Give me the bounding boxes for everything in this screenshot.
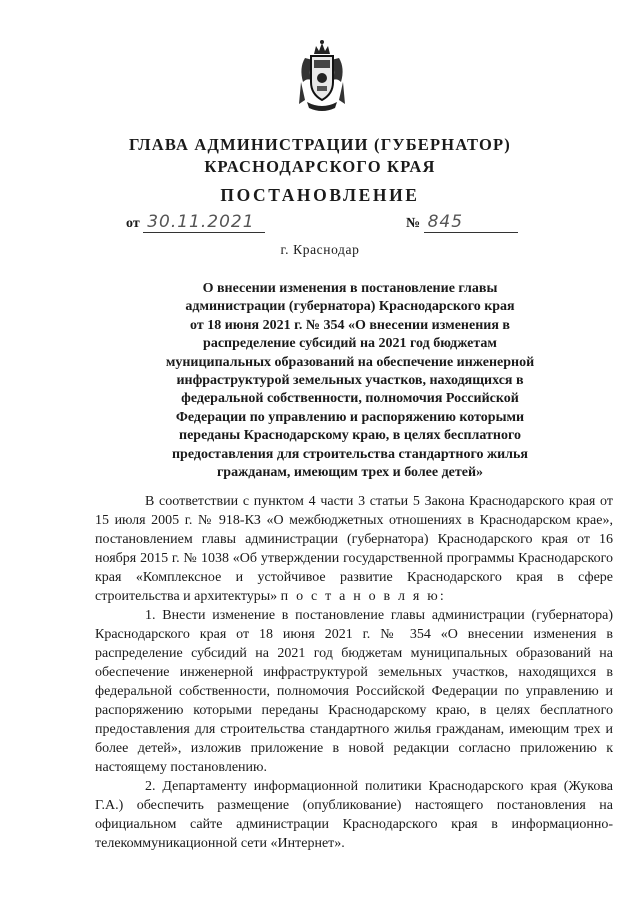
title-line: от 18 июня 2021 г. № 354 «О внесении изменения в — [190, 317, 510, 333]
item-1-paragraph: 1. Внести изменение в постановление главы администрации (губернатора) Краснодарского края от 18 июня 2021 г. № 354 «О внесении изменения в распределение субсидий на 2021 год бюджетам муниципальных образований на обеспечение инженерной инфраструктурой земельных участков, находящихся в федеральной собственности, полномочия Российской Федерации по управлению и распоряжению которыми переданы Краснодарскому краю, в целях бесплатного предоставления для строительства стандартного жилья гражданам, имеющим трех и более детей», изложив приложение в новой редакции согласно приложению к настоящему постановлению. — [95, 608, 613, 775]
title-line: переданы Краснодарскому краю, в целях бесплатного — [179, 428, 521, 444]
preamble-text: В соответствии с пунктом 4 части 3 статьи 5 Закона Краснодарского края от 15 июля 2005 г. № 918-КЗ «О межбюджетных отношениях в Краснодарском крае», постановлением главы администрации (губернатора) Краснодарского края от 16 ноября 2015 г. № 1038 «Об утверждении государственной программы Краснодарского края «Комплексное и устойчивое развитие Краснодарского края в сфере строительства и архитектуры» — [95, 494, 613, 604]
title-line: О внесении изменения в постановление главы — [202, 281, 498, 296]
date-label: от — [126, 216, 140, 231]
title-line: муниципальных образований на обеспечение инженерной — [165, 354, 535, 370]
document-type: ПОСТАНОВЛЕНИЕ — [220, 185, 420, 205]
title-line: Федерации по управлению и распоряжению которыми — [175, 409, 525, 425]
date-line — [126, 212, 265, 233]
number-label: № — [406, 216, 421, 231]
document-body — [95, 492, 613, 853]
coat-of-arms-icon — [297, 38, 347, 114]
title-line: инфраструктурой земельных участков, находящихся в — [176, 373, 524, 389]
authority-line-1: ГЛАВА АДМИНИСТРАЦИИ (ГУБЕРНАТОР) — [129, 135, 511, 154]
city: г. Краснодар — [280, 242, 360, 257]
number-value: 845 — [427, 212, 464, 232]
title-line: гражданам, имеющим трех и более детей» — [216, 465, 484, 481]
number-slot — [424, 212, 518, 233]
authority-line-2: КРАСНОДАРСКОГО КРАЯ — [204, 157, 436, 176]
date-value: 30.11.2021 — [147, 212, 255, 232]
preamble-paragraph — [95, 492, 613, 606]
title-line: распределение субсидий на 2021 год бюджетам — [203, 336, 497, 352]
number-line — [406, 212, 518, 233]
decree-word: п о с т а н о в л я ю: — [280, 589, 446, 604]
title-line: предоставления для строительства стандартного жилья — [171, 446, 528, 462]
document-title — [160, 280, 540, 482]
date-slot — [143, 212, 265, 233]
item-2-paragraph: 2. Департаменту информационной политики Краснодарского края (Жукова Г.А.) обеспечить размещение (опубликование) настоящего постановления на официальном сайте администрации Краснодарского края в информационно-телекоммуникационной сети «Интернет». — [95, 779, 613, 851]
title-line: администрации (губернатора) Краснодарского края — [185, 299, 515, 315]
title-line: федеральной собственности, полномочия Российской — [181, 391, 519, 407]
